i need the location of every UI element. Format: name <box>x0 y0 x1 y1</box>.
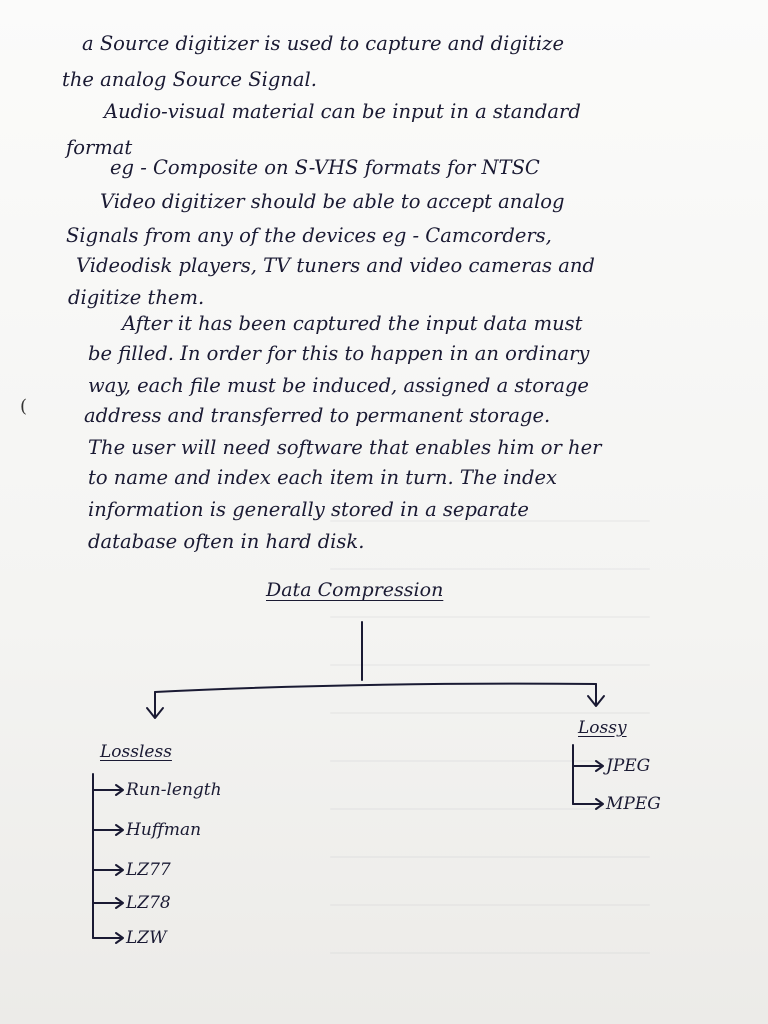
lossless-item: Huffman <box>126 820 202 840</box>
note-line: way, each file must be induced, assigned a storage <box>88 374 589 397</box>
note-line: Signals from any of the devices eg - Camcorders, <box>66 224 552 247</box>
note-line: eg - Composite on S-VHS formats for NTSC <box>110 156 540 179</box>
lossy-item: JPEG <box>606 756 651 776</box>
note-line: a Source digitizer is used to capture and digitize <box>82 32 564 55</box>
note-line: be filled. In order for this to happen in an ordinary <box>88 342 590 365</box>
note-line: After it has been captured the input data must <box>122 312 583 335</box>
note-line: The user will need software that enables him or her <box>88 436 602 459</box>
diagram-title: Data Compression <box>266 579 444 601</box>
note-line: the analog Source Signal. <box>62 68 317 91</box>
lossy-heading: Lossy <box>578 718 627 738</box>
note-line: Audio-visual material can be input in a standard <box>104 100 581 123</box>
lossless-item: LZW <box>126 928 167 948</box>
note-line: Video digitizer should be able to accept analog <box>100 190 565 213</box>
note-line: Videodisk players, TV tuners and video cameras and <box>76 254 595 277</box>
lossless-heading: Lossless <box>100 742 172 762</box>
lossless-item: Run-length <box>126 780 222 800</box>
lossless-item: LZ77 <box>126 860 171 880</box>
note-line: digitize them. <box>68 286 205 309</box>
lossless-item: LZ78 <box>126 893 171 913</box>
note-line: database often in hard disk. <box>88 530 365 553</box>
note-line: address and transferred to permanent storage. <box>84 404 551 427</box>
lossy-item: MPEG <box>606 794 661 814</box>
note-line: to name and index each item in turn. The index <box>88 466 557 489</box>
note-line: format <box>66 136 133 159</box>
margin-mark: ( <box>20 396 28 417</box>
note-line: information is generally stored in a separate <box>88 498 529 521</box>
